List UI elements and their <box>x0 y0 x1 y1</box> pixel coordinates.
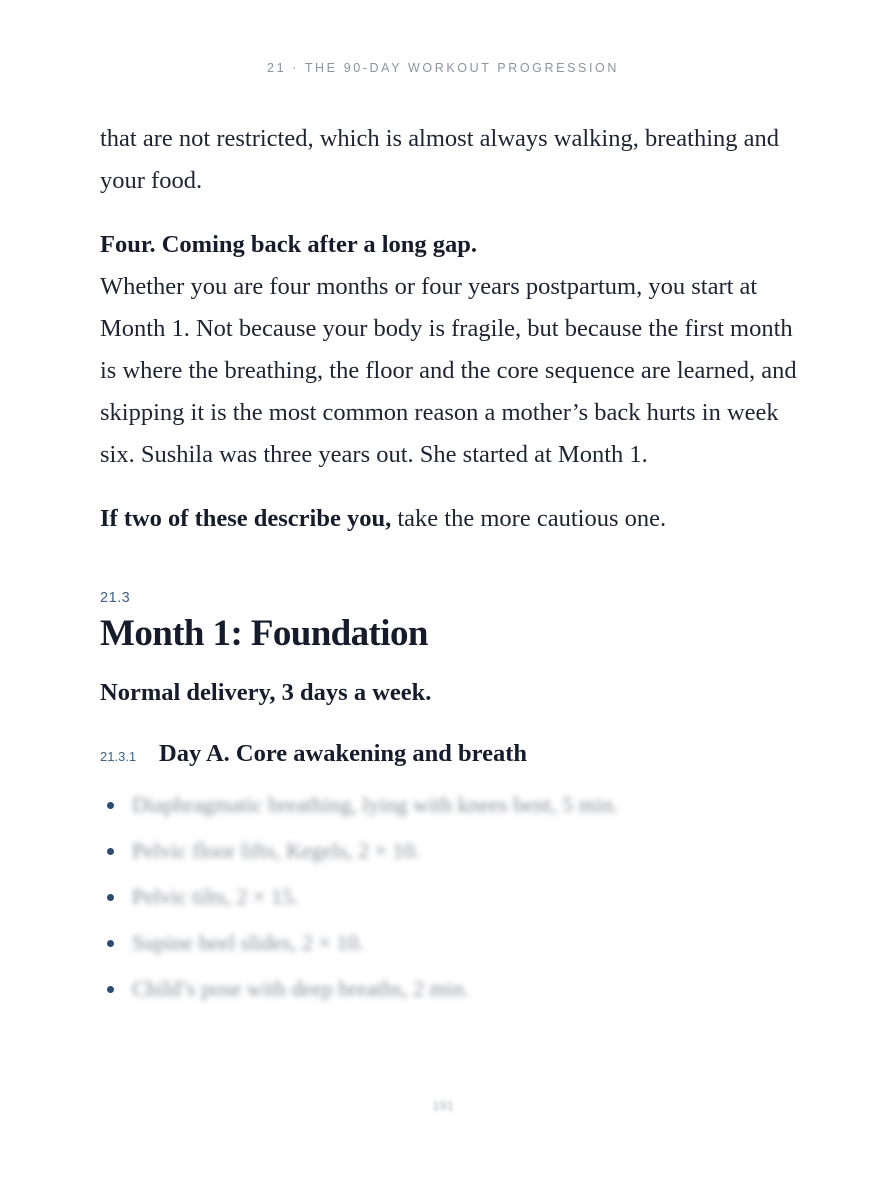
closing-note <box>100 498 800 540</box>
closing-note-bold: If two of these describe you, <box>100 505 392 532</box>
list-item <box>100 874 800 920</box>
intro-continuation: that are not restricted, which is almost always walking, breathing and your food. <box>100 125 780 194</box>
subsection-title: Day A. Core awakening and breath <box>159 740 528 767</box>
bullet-icon <box>107 940 114 947</box>
list-item <box>100 966 800 1012</box>
exercise-list <box>100 782 800 1012</box>
bullet-icon <box>107 802 114 809</box>
list-item-text: Pelvic floor lifts, Kegels, 2 × 10. <box>132 838 420 863</box>
list-item <box>100 828 800 874</box>
page-content <box>100 118 800 1012</box>
case-four-heading: Four. Coming back after a long gap. <box>100 231 478 258</box>
running-head: 21 · THE 90-DAY WORKOUT PROGRESSION <box>267 61 619 75</box>
subsection-number: 21.3.1 <box>100 749 137 764</box>
list-item <box>100 920 800 966</box>
page-number: 191 <box>432 1098 454 1113</box>
subsection-heading <box>100 740 800 768</box>
bullet-icon <box>107 894 114 901</box>
section-subtitle: Normal delivery, 3 days a week. <box>100 679 432 706</box>
list-item-text: Diaphragmatic breathing, lying with knees bent, 5 min. <box>132 792 619 817</box>
section-number: 21.3 <box>100 590 131 606</box>
list-item <box>100 782 800 828</box>
list-item-text: Supine heel slides, 2 × 10. <box>132 930 364 955</box>
bullet-icon <box>107 986 114 993</box>
list-item-text: Pelvic tilts, 2 × 15. <box>132 884 299 909</box>
case-four-body: Whether you are four months or four years postpartum, you start at Month 1. Not because your body is fragile, but because the first month is where the breathing, the floor and the core sequence are learned, and skipping it is the most common reason a mother’s back hurts in week six. Sushila was three years out. She started at Month 1. <box>100 273 797 468</box>
closing-note-rest: take the more cautious one. <box>391 505 667 532</box>
list-item-text: Child’s pose with deep breaths, 2 min. <box>132 976 470 1001</box>
bullet-icon <box>107 848 114 855</box>
section-title: Month 1: Foundation <box>100 613 428 654</box>
